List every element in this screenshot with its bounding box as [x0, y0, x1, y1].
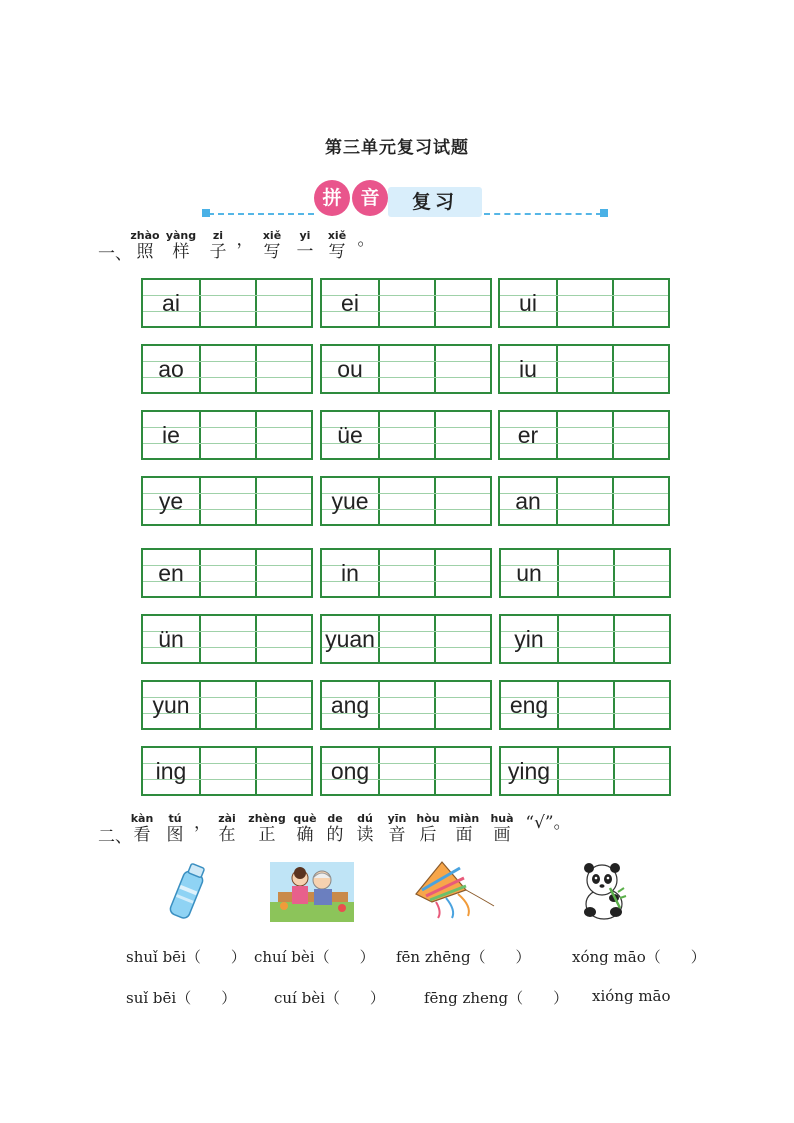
q2-hanzi: 正: [258, 825, 276, 845]
box-divider: [434, 682, 436, 728]
writing-box[interactable]: [141, 548, 313, 598]
q1-pinyin: yi: [299, 229, 311, 242]
q1-word: [320, 230, 354, 262]
box-divider: [613, 682, 615, 728]
option-sui-bei[interactable]: suǐ bēi（ ）: [126, 989, 237, 1007]
box-divider: [199, 682, 201, 728]
q2-word: [484, 813, 520, 845]
writing-box[interactable]: [141, 680, 313, 730]
box-divider: [557, 616, 559, 662]
q2-hanzi: 图: [166, 825, 184, 845]
example-pinyin: ie: [162, 422, 180, 448]
example-pinyin: ong: [330, 758, 370, 784]
option-feng-zheng[interactable]: fēng zheng（ ）: [424, 989, 569, 1007]
writing-box[interactable]: [499, 746, 671, 796]
box-divider: [378, 412, 380, 458]
box-divider: [612, 346, 614, 392]
writing-box[interactable]: [141, 344, 313, 394]
box-divider: [557, 682, 559, 728]
q2-hanzi: ，: [194, 813, 211, 833]
box-divider: [255, 682, 257, 728]
box-divider: [255, 412, 257, 458]
option-cui-bei[interactable]: cuí bèi（ ）: [274, 989, 385, 1007]
box-divider: [255, 346, 257, 392]
q2-hanzi: 看: [133, 825, 151, 845]
q1-pinyin: xiě: [262, 229, 282, 242]
q2-pinyin: hòu: [416, 812, 440, 825]
box-divider: [378, 748, 380, 794]
writing-box[interactable]: [320, 680, 492, 730]
q1-pinyin: zi: [212, 229, 224, 242]
example-pinyin: ing: [155, 758, 187, 784]
writing-box[interactable]: [499, 614, 671, 664]
writing-box[interactable]: [320, 278, 492, 328]
writing-box[interactable]: [498, 476, 670, 526]
q1-pinyin: zhào: [130, 229, 160, 242]
example-pinyin: üe: [337, 422, 363, 448]
q2-word: [444, 813, 484, 845]
q1-word: [128, 230, 162, 262]
box-divider: [434, 550, 436, 596]
example-pinyin: ei: [341, 290, 359, 316]
box-divider: [199, 478, 201, 524]
q1-word: [290, 230, 320, 262]
q2-hanzi: 读: [356, 825, 374, 845]
box-divider: [434, 748, 436, 794]
example-pinyin: yin: [514, 626, 544, 652]
banner-square-right: [600, 209, 608, 217]
water-bottle-picture: [163, 858, 213, 924]
box-divider: [199, 280, 201, 326]
q2-hanzi: 的: [326, 825, 344, 845]
q2-pinyin: dú: [357, 812, 373, 825]
writing-box[interactable]: [320, 344, 492, 394]
box-divider: [557, 550, 559, 596]
example-pinyin: ai: [162, 290, 180, 316]
box-divider: [378, 682, 380, 728]
example-pinyin: er: [517, 422, 539, 448]
writing-box[interactable]: [141, 746, 313, 796]
q1-hanzi: 子: [209, 242, 227, 262]
example-pinyin: in: [341, 560, 359, 586]
writing-box[interactable]: [320, 476, 492, 526]
q2-pinyin: huà: [490, 812, 514, 825]
box-divider: [199, 616, 201, 662]
example-pinyin: ou: [337, 356, 363, 382]
q1-hanzi: ，: [236, 230, 254, 250]
box-divider: [255, 280, 257, 326]
box-divider: [378, 616, 380, 662]
box-divider: [556, 412, 558, 458]
q1-hanzi: 样: [172, 242, 190, 262]
writing-box[interactable]: [141, 476, 313, 526]
q2-pinyin: miàn: [448, 812, 480, 825]
example-pinyin: iu: [519, 356, 537, 382]
writing-box[interactable]: [320, 548, 492, 598]
panda-picture: [576, 860, 632, 922]
banner-label: 复习: [388, 187, 482, 217]
page-title: 第三单元复习试题: [325, 138, 469, 158]
example-pinyin: eng: [509, 692, 549, 718]
box-divider: [557, 748, 559, 794]
q2-word: [412, 813, 444, 845]
example-pinyin: yue: [331, 488, 369, 514]
box-divider: [612, 412, 614, 458]
banner-char-yin: 音: [352, 180, 388, 216]
box-divider: [434, 478, 436, 524]
box-divider: [613, 748, 615, 794]
grandparent-child-picture: [270, 862, 354, 922]
q1-hanzi: 。: [357, 230, 375, 250]
example-pinyin: ye: [158, 488, 184, 514]
box-divider: [199, 748, 201, 794]
example-pinyin: en: [158, 560, 184, 586]
example-pinyin: ao: [158, 356, 184, 382]
q2-pinyin: zhèng: [248, 812, 286, 825]
box-divider: [434, 412, 436, 458]
q1-word: [162, 230, 200, 262]
box-divider: [378, 550, 380, 596]
box-divider: [255, 478, 257, 524]
q2-pinyin: tú: [168, 812, 182, 825]
q2-word: [246, 813, 288, 845]
box-divider: [255, 616, 257, 662]
box-divider: [378, 346, 380, 392]
q1-word: [200, 230, 236, 262]
q2-hanzi: 确: [296, 825, 314, 845]
box-divider: [434, 346, 436, 392]
q2-pinyin: zài: [218, 812, 236, 825]
q2-word: [348, 813, 382, 845]
q2-word: [288, 813, 322, 845]
q2-hanzi: 画: [493, 825, 511, 845]
q1-hanzi: 照: [136, 242, 154, 262]
box-divider: [556, 280, 558, 326]
writing-box[interactable]: [320, 410, 492, 460]
box-divider: [434, 280, 436, 326]
q1-word: [254, 230, 290, 262]
example-pinyin: ün: [158, 626, 184, 652]
q1-word: [354, 230, 378, 250]
box-divider: [613, 550, 615, 596]
writing-box[interactable]: [320, 746, 492, 796]
q2-word: [194, 813, 211, 833]
question-2-heading: [98, 813, 658, 847]
q2-hanzi: 在: [218, 825, 236, 845]
banner-square-left: [202, 209, 210, 217]
box-divider: [199, 550, 201, 596]
option-shui-bei[interactable]: shuǐ bēi（ ）: [126, 948, 246, 966]
example-pinyin: yuan: [325, 626, 375, 652]
writing-box[interactable]: [499, 680, 671, 730]
option-chui-bei[interactable]: chuí bèi（ ）: [254, 948, 375, 966]
kite-picture: [412, 860, 498, 920]
writing-box[interactable]: [141, 614, 313, 664]
pinyin-writing-grid: [141, 278, 681, 798]
banner-dash-right: [484, 213, 602, 215]
pinyin-review-banner: [202, 180, 612, 224]
box-divider: [255, 550, 257, 596]
writing-box[interactable]: [499, 548, 671, 598]
option-xong-mao[interactable]: xóng māo（ ）: [572, 948, 706, 966]
q2-hanzi: “√”。: [525, 813, 571, 833]
banner-char-pin: 拼: [314, 180, 350, 216]
q2-word: [520, 813, 576, 833]
question-1-number: 一、: [98, 244, 132, 264]
q2-hanzi: 后: [419, 825, 437, 845]
example-pinyin: ang: [330, 692, 370, 718]
box-divider: [378, 478, 380, 524]
writing-box[interactable]: [320, 614, 492, 664]
writing-box[interactable]: [498, 344, 670, 394]
q2-word: [382, 813, 412, 845]
q2-word: [322, 813, 348, 845]
box-divider: [612, 478, 614, 524]
writing-box[interactable]: [141, 410, 313, 460]
box-divider: [199, 412, 201, 458]
writing-box[interactable]: [141, 278, 313, 328]
banner-dash-left: [208, 213, 314, 215]
option-xiong-mao[interactable]: xióng māo: [592, 987, 671, 1005]
box-divider: [378, 280, 380, 326]
option-fen-zheng[interactable]: fēn zhēng（ ）: [396, 948, 531, 966]
box-divider: [556, 478, 558, 524]
q2-hanzi: 面: [455, 825, 473, 845]
q1-pinyin: yàng: [165, 229, 197, 242]
q1-hanzi: 写: [328, 242, 346, 262]
box-divider: [612, 280, 614, 326]
writing-box[interactable]: [498, 410, 670, 460]
q1-hanzi: 一: [296, 242, 314, 262]
q1-word: [236, 230, 254, 250]
example-pinyin: yun: [152, 692, 190, 718]
example-pinyin: an: [515, 488, 541, 514]
example-pinyin: un: [516, 560, 542, 586]
box-divider: [613, 616, 615, 662]
q1-pinyin: xiě: [327, 229, 347, 242]
example-pinyin: ying: [507, 758, 551, 784]
q2-pinyin: què: [293, 812, 317, 825]
q2-pinyin: kàn: [130, 812, 154, 825]
q2-hanzi: 音: [388, 825, 406, 845]
box-divider: [255, 748, 257, 794]
question-1-heading: [98, 230, 418, 264]
q2-word: [128, 813, 156, 845]
box-divider: [434, 616, 436, 662]
q2-pinyin: de: [327, 812, 343, 825]
example-pinyin: ui: [519, 290, 537, 316]
q2-word: [156, 813, 194, 845]
writing-box[interactable]: [498, 278, 670, 328]
box-divider: [556, 346, 558, 392]
q1-hanzi: 写: [263, 242, 281, 262]
box-divider: [199, 346, 201, 392]
question-2-number: 二、: [98, 827, 132, 847]
q2-pinyin: yīn: [387, 812, 407, 825]
q2-word: [208, 813, 246, 845]
